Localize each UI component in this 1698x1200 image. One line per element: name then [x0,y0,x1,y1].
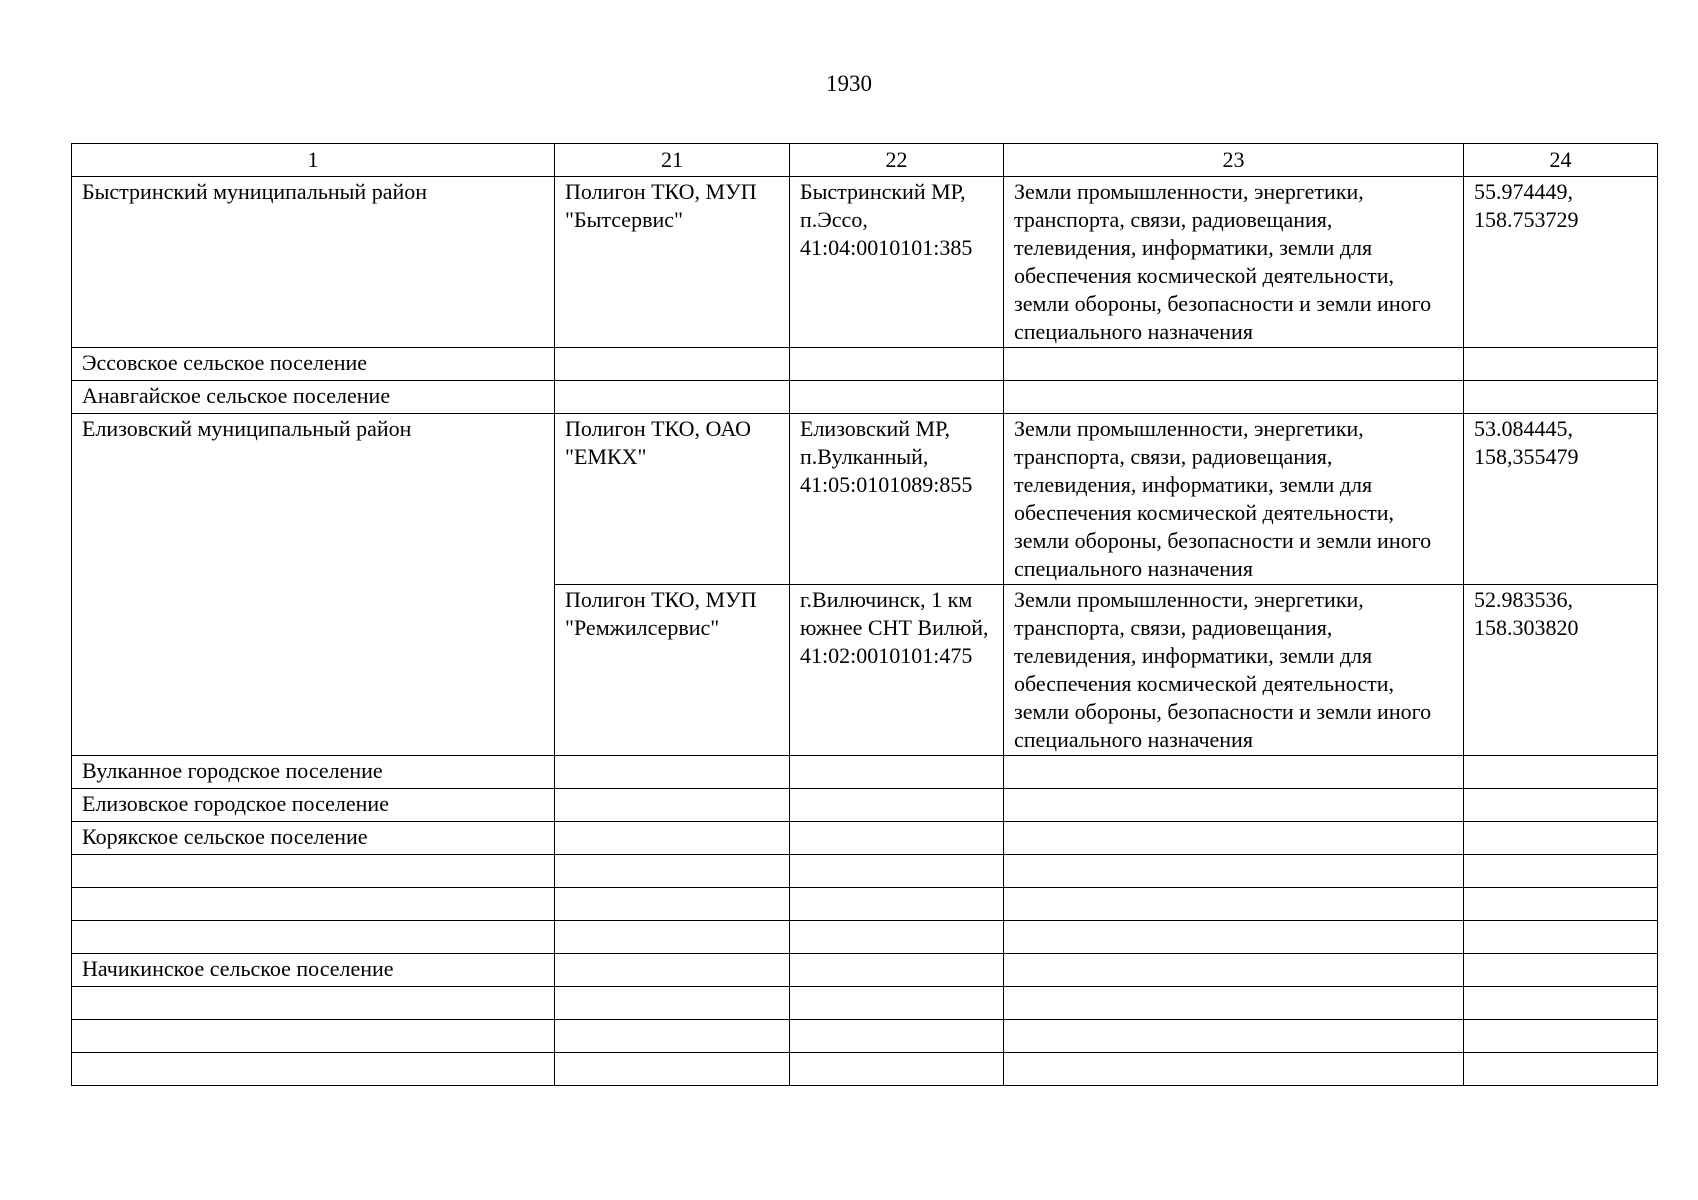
land-category-cell [1004,348,1464,381]
table-row [72,855,1658,888]
coordinates-cell: 55.974449, 158.753729 [1464,177,1658,348]
table-row [72,1020,1658,1053]
header-cell-21: 21 [555,144,790,177]
municipality-name-cell: Елизовское городское поселение [72,789,555,822]
table-row [72,381,1658,414]
facility-cell [555,987,790,1020]
location-cell [790,954,1004,987]
municipality-name-cell [72,1020,555,1053]
coordinates-cell: 53.084445, 158,355479 [1464,414,1658,585]
header-cell-23: 23 [1004,144,1464,177]
coordinates-cell [1464,954,1658,987]
header-cell-22: 22 [790,144,1004,177]
coordinates-cell [1464,987,1658,1020]
facility-cell [555,954,790,987]
municipality-name-cell: Корякское сельское поселение [72,822,555,855]
land-category-cell [1004,822,1464,855]
facility-cell: Полигон ТКО, МУП "Бытсервис" [555,177,790,348]
coordinates-cell [1464,381,1658,414]
municipality-name-cell [72,921,555,954]
location-cell [790,888,1004,921]
location-cell [790,348,1004,381]
coordinates-cell [1464,822,1658,855]
land-category-cell: Земли промышленности, энергетики, транспорта, связи, радиовещания, телевидения, информатики, земли для обеспечения космической деятельности, земли обороны, безопасности и земли иного специального назначения [1004,585,1464,756]
land-category-cell [1004,987,1464,1020]
location-cell [790,756,1004,789]
coordinates-cell: 52.983536, 158.303820 [1464,585,1658,756]
table-row [72,888,1658,921]
facility-cell [555,921,790,954]
land-category-cell [1004,954,1464,987]
facility-cell [555,1020,790,1053]
coordinates-cell [1464,756,1658,789]
table-row [72,177,1658,348]
coordinates-cell [1464,789,1658,822]
header-cell-1: 1 [72,144,555,177]
facility-cell: Полигон ТКО, ОАО "ЕМКХ" [555,414,790,585]
table-row [72,756,1658,789]
land-category-cell: Земли промышленности, энергетики, транспорта, связи, радиовещания, телевидения, информатики, земли для обеспечения космической деятельности, земли обороны, безопасности и земли иного специального назначения [1004,414,1464,585]
coordinates-cell [1464,888,1658,921]
land-category-cell [1004,888,1464,921]
header-cell-24: 24 [1464,144,1658,177]
coordinates-cell [1464,1053,1658,1086]
location-cell: Елизовский МР, п.Вулканный, 41:05:0101089:855 [790,414,1004,585]
table-row [72,414,1658,585]
municipality-name-cell: Эссовское сельское поселение [72,348,555,381]
land-category-cell [1004,756,1464,789]
table-row [72,822,1658,855]
table-row [72,921,1658,954]
municipality-name-cell [72,855,555,888]
location-cell [790,822,1004,855]
facility-cell [555,1053,790,1086]
municipality-name-cell: Елизовский муниципальный район [72,414,555,756]
location-cell [790,789,1004,822]
coordinates-cell [1464,348,1658,381]
municipal-landfill-table [71,143,1658,1086]
table-row [72,348,1658,381]
municipality-name-cell: Начикинское сельское поселение [72,954,555,987]
table-row [72,789,1658,822]
table-row [72,954,1658,987]
page-number: 1930 [826,71,872,96]
location-cell [790,987,1004,1020]
facility-cell [555,855,790,888]
land-category-cell [1004,789,1464,822]
location-cell [790,381,1004,414]
land-category-cell [1004,1053,1464,1086]
table-row [72,1053,1658,1086]
land-category-cell [1004,921,1464,954]
facility-cell [555,789,790,822]
facility-cell [555,381,790,414]
facility-cell: Полигон ТКО, МУП "Ремжилсервис" [555,585,790,756]
facility-cell [555,888,790,921]
table-row [72,987,1658,1020]
location-cell [790,855,1004,888]
municipality-name-cell: Быстринский муниципальный район [72,177,555,348]
land-category-cell [1004,1020,1464,1053]
municipality-name-cell: Вулканное городское поселение [72,756,555,789]
location-cell [790,1020,1004,1053]
municipality-name-cell [72,1053,555,1086]
land-category-cell [1004,381,1464,414]
location-cell [790,921,1004,954]
municipality-name-cell [72,987,555,1020]
land-category-cell: Земли промышленности, энергетики, транспорта, связи, радиовещания, телевидения, информатики, земли для обеспечения космической деятельности, земли обороны, безопасности и земли иного специального назначения [1004,177,1464,348]
location-cell: г.Вилючинск, 1 км южнее СНТ Вилюй, 41:02:0010101:475 [790,585,1004,756]
facility-cell [555,348,790,381]
municipality-name-cell [72,888,555,921]
coordinates-cell [1464,921,1658,954]
land-category-cell [1004,855,1464,888]
facility-cell [555,756,790,789]
municipality-name-cell: Анавгайское сельское поселение [72,381,555,414]
location-cell [790,1053,1004,1086]
table-header-row [72,144,1658,177]
coordinates-cell [1464,855,1658,888]
location-cell: Быстринский МР, п.Эссо, 41:04:0010101:385 [790,177,1004,348]
facility-cell [555,822,790,855]
coordinates-cell [1464,1020,1658,1053]
